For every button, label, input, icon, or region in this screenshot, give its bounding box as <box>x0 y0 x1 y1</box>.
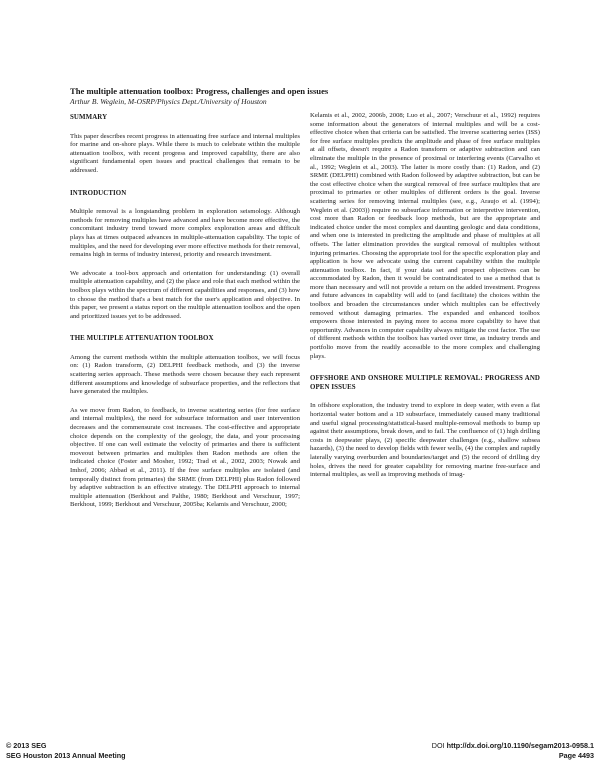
offshore-paragraph-1: In offshore exploration, the industry trend to explore in deep water, with even a flat horizontal water bottom and a 1D subsurface, immediately caused many traditional and useful signal processing/statistical-based multiple-removal methods to bump up against their assumptions, break down, and to fail. The confluence of (1) high drilling costs in deepwater plays, (2) specific deepwater challenges (e.g., shallow subsea hazards), (3) the need to develop fields with fewer wells, (4) the complex and rapidly laterally varying overburden and boundaries/target and (5) the record of drilling dry holes, drives the need for greater capability for removing marine free-surface and internal multiples, as well as improving methods of imag- <box>310 402 540 479</box>
toolbox-paragraph-2: As we move from Radon, to feedback, to inverse scattering series (for free surface and internal multiples), the need for subsurface information and user intervention decreases and the commensurate cost increases. The cost-effective and appropriate choice depends on the complexity of the geology, the data, and your processing objective. If one can well estimate the velocity of primaries and there is sufficient moveout between primaries and multiples then Radon methods are often the indicated choice (Foster and Mosher, 1992; Trad et al., 2002, 2003; Nowak and Imhof, 2006; Abbad et al., 2011). If the free surface multiples are isolated (and temporally distinct from primaries) the SRME (from DELPHI) plus Radon followed by adaptive subtraction is an effective strategy. The DELPHI approach to internal multiple attenuation (Berkhout and Palthe, 1980; Berkhout and Verschuur, 1997; Berkhout, 1999; Berkhout and Verschuur, 2005ba; Kelamis and Verschuur, 2000; <box>70 406 300 509</box>
right-column <box>310 112 540 490</box>
footer-page-number: Page 4493 <box>558 751 594 760</box>
offshore-heading: OFFSHORE AND ONSHORE MULTIPLE REMOVAL: PROGRESS AND OPEN ISSUES <box>310 375 540 391</box>
paper-authors: Arthur B. Weglein, M-OSRP/Physics Dept./University of Houston <box>70 97 267 106</box>
footer-meeting: SEG Houston 2013 Annual Meeting <box>6 751 126 760</box>
toolbox-heading: THE MULTIPLE ATTENUATION TOOLBOX <box>70 335 214 343</box>
continued-paragraph: Kelamis et al., 2002, 2006b, 2008; Luo et al., 2007; Verschuur et al., 1992) requires some information about the generators of internal multiples and will be a cost-effective choice when that criteria can be satisfied. The inverse scattering series (ISS) for free surface multiples predicts the amplitude and phase of free surface multiples at all offsets, doesn't require a Radon transform or adaptive subtraction and can eliminate the multiple in the presence of proximal or interfering events (Carvalho et al., 1992; Weglein et al., 2003). The latter is more costly than: (1) Radon, and (2) SRME (DELPHI) combined with Radon followed by adaptive subtraction, but can be the cost effective choice when the surgical removal of free surface multiples that are proximal to primaries or other multiples of different orders is the goal. Inverse scattering series for removing internal multiples (see, e.g., Araujo et al. (1994); Weglein et al. (2003)) require no subsurface information or interpretive intervention, cost more than Radon or feedback loop methods, but are the appropriate and indicated choice under the most complex and daunting geologic and data conditions, and when one is interested in predicting the amplitude and phase of multiples at all offsets. The latter elimination provides the surgical removal of multiples without injuring primaries. Choosing the appropriate tool for the specific exploration play and application is how we advocate using the current capability within the multiple attenuation toolbox. In fact, if your data set and prospect objectives can be accommodated by Radon, then it would be contraindicated to use a method that is more than necessary and will not provide a return on the added investment. Progress and future advances in capability will add to (and facilitate) the choices within the toolbox and broaden the circumstances under which multiples can be effectively removed without damaging primaries. The expanded and enhanced toolbox empowers those interested in paying more to access more capability to have that opportunity. Advances in computer capability always mitigate the cost factor. The use of different methods within the toolbox has varied over time, as industry trends and portfolio move from the readily accessible to the more complex and challenging plays. <box>310 112 540 360</box>
summary-paragraph: This paper describes recent progress in attenuating free surface and internal multiples for marine and on-shore plays. While there is much to celebrate within the multiple attenuation toolbox, with recent progress and improved capability, there are also significant fundamental open issues and practical challenges that remain to be addressed. <box>70 132 300 174</box>
paper-title: The multiple attenuation toolbox: Progress, challenges and open issues <box>70 86 329 96</box>
introduction-heading: INTRODUCTION <box>70 189 127 197</box>
toolbox-paragraph-1: Among the current methods within the multiple attenuation toolbox, we will focus on: (1) Radon transform, (2) DELPHI feedback methods, and (3) the inverse scattering series approach. These methods were chosen because they each represent different assumptions and knowledge of subsurface properties, and the reflectors that have generated the multiples. <box>70 353 300 396</box>
footer-doi-line <box>432 741 594 751</box>
introduction-paragraph-2: We advocate a tool-box approach and orientation for understanding: (1) overall multiple attenuation capability, and (2) the place and role that each method within the toolbox plays within the spectrum of different capabilities and responses, and (3) how to choose the method that's a best match for the user's application and objective. In this paper, we present a status report on the multiple attenuation toolbox and the open and prioritized issues yet to be addressed. <box>70 269 300 320</box>
summary-heading: SUMMARY <box>70 114 108 121</box>
footer-left <box>6 741 126 761</box>
footer-doi-link[interactable]: http://dx.doi.org/10.1190/segam2013-0958.1 <box>446 741 594 750</box>
footer-right <box>432 741 594 761</box>
introduction-paragraph-1: Multiple removal is a longstanding problem in exploration seismology. Although methods for removing multiples have advanced and have become more effective, the concomitant industry trend toward more complex exploration areas and difficult plays has at times outpaced advances in multiple-attenuation capability. The topic of multiples, and the need for developing ever more effective methods for their removal, remains high in terms of industry interest, priority and research investment. <box>70 208 300 259</box>
footer-doi-label: DOI <box>431 741 445 750</box>
footer-copyright: © 2013 SEG <box>6 741 47 750</box>
left-column <box>70 114 300 520</box>
